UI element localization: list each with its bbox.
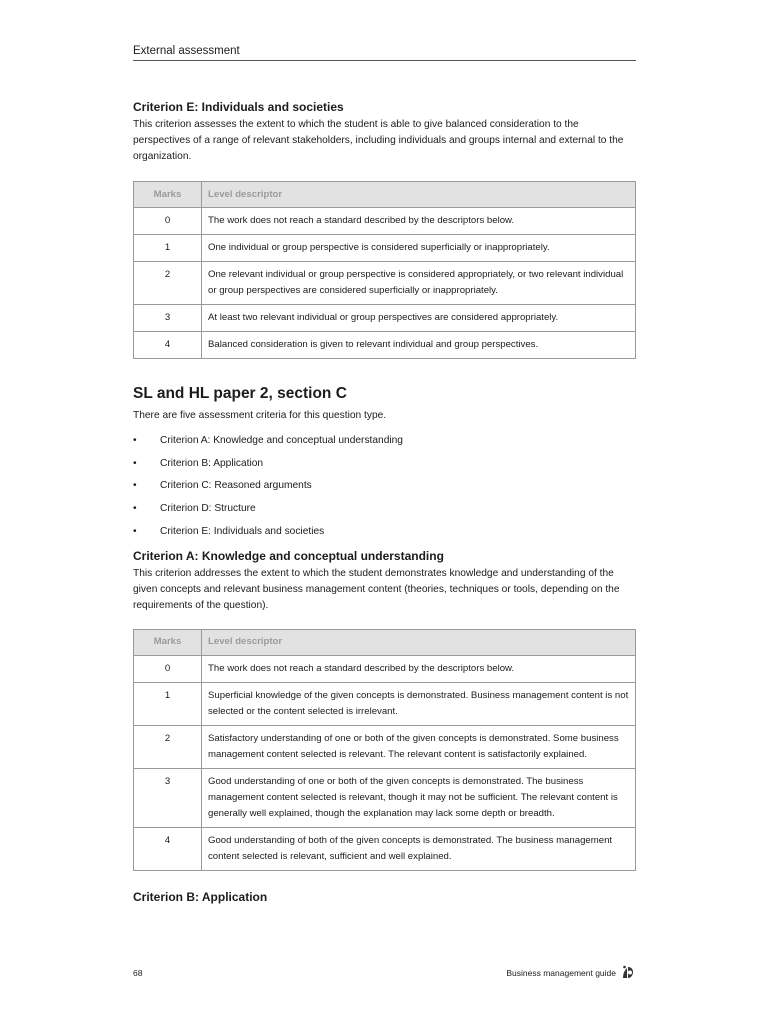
bullet-icon: •: [133, 503, 137, 515]
list-item: [133, 525, 636, 539]
descriptor-cell: One individual or group perspective is considered superficially or inappropriately.: [202, 235, 636, 262]
marks-column-header: Marks: [134, 182, 202, 208]
table-row: [134, 682, 636, 725]
mark-cell: 3: [134, 768, 202, 827]
list-item: [133, 434, 636, 448]
descriptor-cell: The work does not reach a standard described by the descriptors below.: [202, 208, 636, 235]
descriptor-cell: Good understanding of both of the given concepts is demonstrated. The business management content selected is relevant, sufficient and well explained.: [202, 827, 636, 870]
mark-cell: 1: [134, 235, 202, 262]
descriptor-cell: Superficial knowledge of the given concepts is demonstrated. Business management content is not selected or the content selected is irrelevant.: [202, 682, 636, 725]
list-item: [133, 502, 636, 516]
mark-cell: 2: [134, 725, 202, 768]
table-header-row: [134, 182, 636, 208]
descriptor-cell: Satisfactory understanding of one or both of the given concepts is demonstrated. Some business management content selected is relevant. The relevant content is satisfactorily explained.: [202, 725, 636, 768]
marks-column-header: Marks: [134, 629, 202, 655]
mark-cell: 4: [134, 827, 202, 870]
list-item: [133, 479, 636, 493]
criterion-e-heading: Criterion E: Individuals and societies: [133, 100, 344, 114]
table-row: [134, 655, 636, 682]
table-row: [134, 768, 636, 827]
descriptor-cell: At least two relevant individual or group perspectives are considered appropriately.: [202, 305, 636, 332]
guide-title: Business management guide: [506, 968, 616, 978]
criterion-a-heading: Criterion A: Knowledge and conceptual understanding: [133, 548, 444, 563]
list-item-label: Criterion A: Knowledge and conceptual understanding: [160, 435, 403, 446]
descriptor-cell: The work does not reach a standard described by the descriptors below.: [202, 655, 636, 682]
mark-cell: 4: [134, 332, 202, 359]
list-item-label: Criterion C: Reasoned arguments: [160, 480, 312, 492]
page-number: 68: [133, 968, 143, 978]
mark-cell: 0: [134, 655, 202, 682]
section-c-heading: SL and HL paper 2, section C: [133, 385, 347, 402]
bullet-icon: •: [133, 525, 137, 537]
level-descriptor-column-header: Level descriptor: [202, 182, 636, 208]
section-c-intro: There are five assessment criteria for this question type.: [133, 410, 387, 421]
criterion-e-table: [133, 181, 636, 359]
ib-logo-icon: [620, 964, 636, 980]
running-header: External assessment: [133, 45, 636, 61]
table-row: [134, 208, 636, 235]
list-item-label: Criterion B: Application: [160, 457, 264, 469]
list-item-label: Criterion E: Individuals and societies: [160, 525, 325, 537]
mark-cell: 0: [134, 208, 202, 235]
bullet-icon: •: [133, 480, 137, 492]
mark-cell: 3: [134, 305, 202, 332]
list-item-label: Criterion D: Structure: [160, 503, 256, 515]
bullet-icon: •: [133, 457, 137, 469]
criterion-a-description: This criterion addresses the extent to which the student demonstrates knowledge and understanding of the given concepts and relevant business management content (theories, techniques or tools, depending on the requirements of the question).: [133, 567, 620, 611]
descriptor-cell: Balanced consideration is given to relevant individual and group perspectives.: [202, 332, 636, 359]
criterion-b-heading: Criterion B: Application: [133, 889, 268, 904]
descriptor-cell: Good understanding of one or both of the given concepts is demonstrated. The business management content selected is relevant, though it may not be sufficient. The relevant content is generally well explained, though the explanation may lack some depth or breadth.: [202, 768, 636, 827]
table-header-row: [134, 629, 636, 655]
level-descriptor-column-header: Level descriptor: [202, 629, 636, 655]
descriptor-cell: One relevant individual or group perspective is considered appropriately, or two relevant individual or group perspectives are considered superficially or inappropriately.: [202, 262, 636, 305]
mark-cell: 1: [134, 682, 202, 725]
mark-cell: 2: [134, 262, 202, 305]
criterion-a-table: [133, 629, 636, 871]
table-row: [134, 262, 636, 305]
table-row: [134, 235, 636, 262]
table-row: [134, 827, 636, 870]
criterion-e-description: This criterion assesses the extent to which the student is able to give balanced consideration to the perspectives of a range of relevant stakeholders, including individuals and groups internal and external to the organization.: [133, 119, 624, 162]
page-content: [133, 100, 636, 907]
table-row: [134, 305, 636, 332]
table-row: [134, 332, 636, 359]
criteria-list: [133, 434, 636, 539]
bullet-icon: •: [133, 435, 137, 446]
list-item: [133, 457, 636, 471]
table-row: [134, 725, 636, 768]
